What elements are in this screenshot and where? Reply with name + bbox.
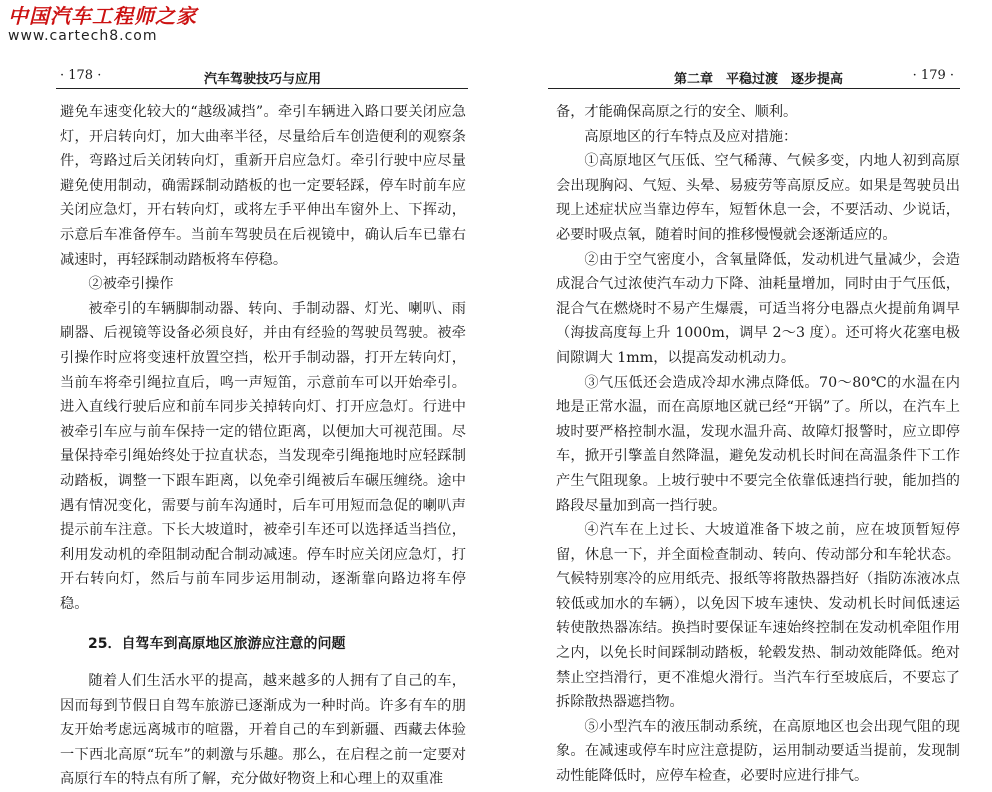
right-body-text bbox=[556, 100, 960, 789]
right-running-head bbox=[548, 66, 960, 89]
paragraph: ④汽车在上过长、大坡道准备下坡之前，应在坡顶暂短停留，休息一下，并全面检查制动、转向、传动部分和车轮状态。气候特别寒冷的应用纸壳、报纸等将散热器挡好（指防冻液冰点较低或加水的车辆），以免因下坡车速快、发动机长时间低速运转使散热器冻结。换挡时要保证车速始终控制在发动机牵阻作用之内，以免长时间踩制动踏板，轮毂发热、制动效能降低。绝对禁止空挡滑行，更不准熄火滑行。当汽车行至坡底后，不要忘了拆除散热器遮挡物。 bbox=[556, 522, 960, 711]
paragraph: 被牵引的车辆脚制动器、转向、手制动器、灯光、喇叭、雨刷器、后视镜等设备必须良好，并由有经验的驾驶员驾驶。被牵引操作时应将变速杆放置空挡，松开手制动器，打开左转向灯，当前车将牵引绳拉直后，鸣一声短笛，示意前车可以开始牵引。进入直线行驶后应和前车同步关掉转向灯、打开应急灯。行进中被牵引车应与前车保持一定的错位距离，以便加大可视范围。尽量保持牵引绳始终处于拉直状态，当发现牵引绳拖地时应轻踩制动踏板，调整一下跟车距离，以免牵引绳被后车碾压缠绕。途中遇有情况变化，需要与前车沟通时，后车可用短而急促的喇叭声提示前车注意。下长大坡道时，被牵引车还可以选择适当挡位，利用发动机的牵阻制动配合制动减速。停车时应关闭应急灯，打开右转向灯，然后与前车同步运用制动，逐渐靠向路边将车停稳。 bbox=[60, 300, 466, 612]
paragraph: 避免车速变化较大的“越级减挡”。牵引车辆进入路口要关闭应急灯，开启转向灯，加大曲率半径，尽量给后车创造便利的观察条件，弯路过后关闭转向灯，重新开启应急灯。牵引行驶中应尽量避免使用制动，确需踩制动踏板的也一定要轻踩，停车时前车应关闭应急灯，开右转向灯，或将左手平伸出车窗外上、下挥动，示意后车准备停车。当前车驾驶员在后视镜中，确认后车已靠右减速时，再轻踩制动踏板将车停稳。 bbox=[60, 104, 466, 268]
watermark-title: 中国汽车工程师之家 bbox=[8, 4, 197, 28]
left-page bbox=[0, 0, 496, 788]
paragraph: 随着人们生活水平的提高，越来越多的人拥有了自己的车，因而每到节假日自驾车旅游已逐渐成为一种时尚。许多有车的朋友开始考虑远离城市的喧嚣，开着自己的车到新疆、西藏去体验一下西北高原“玩车”的刺激与乐趣。那么，在启程之前一定要对高原行车的特点有所了解，充分做好物资上和心理上的双重准 bbox=[60, 673, 466, 788]
watermark-url: www.cartech8.com bbox=[8, 28, 158, 44]
right-running-title: 第二章 平稳过渡 逐步提高 bbox=[674, 72, 844, 87]
paragraph: 备，才能确保高原之行的安全、顺利。 bbox=[556, 104, 798, 120]
left-running-head bbox=[56, 66, 468, 89]
right-page bbox=[496, 0, 992, 784]
right-page-number: · 179 · bbox=[912, 68, 954, 83]
paragraph: ②由于空气密度小，含氧量降低，发动机进气量减少，会造成混合气过浓使汽车动力下降、油耗量增加，同时由于气压低，混合气在燃烧时不易产生爆震，可适当将分电器点火提前角调早（海拔高度每上升 1000m，调早 2～3 度）。还可将火花塞电极间隙调大 1mm，以提高发动机动力。 bbox=[556, 251, 960, 366]
paragraph: 高原地区的行车特点及应对措施： bbox=[584, 128, 798, 145]
paragraph: ①高原地区气压低、空气稀薄、气候多变，内地人初到高原会出现胸闷、气短、头晕、易疲劳等高原反应。如果是驾驶员出现上述症状应当靠边停车，短暂休息一会，不要活动、少说话，必要时吸点氧，随着时间的推移慢慢就会逐渐适应的。 bbox=[556, 153, 960, 243]
section-heading: 25．自驾车到高原地区旅游应注意的问题 bbox=[88, 636, 346, 653]
left-running-title: 汽车驾驶技巧与应用 bbox=[204, 72, 322, 87]
paragraph: ⑤小型汽车的液压制动系统，在高原地区也会出现气阻的现象。在减速或停车时应注意提防，运用制动要适当提前，发现制动性能降低时，应停车检查，必要时应进行排气。 bbox=[556, 718, 960, 785]
subheading: ②被牵引操作 bbox=[88, 276, 174, 293]
left-body-text bbox=[60, 100, 466, 792]
left-page-number: · 178 · bbox=[60, 68, 102, 83]
paragraph: ③气压低还会造成冷却水沸点降低。70～80℃的水温在内地是正常水温，而在高原地区就已经“开锅”了。所以，在汽车上坡时要严格控制水温，发现水温升高、故障灯报警时，应立即停车，掀开引擎盖自然降温，避免发动机长时间在高温条件下工作产生气阻现象。上坡行驶中不要完全依靠低速挡行驶，能加挡的路段尽量加到高一挡行驶。 bbox=[556, 374, 960, 514]
